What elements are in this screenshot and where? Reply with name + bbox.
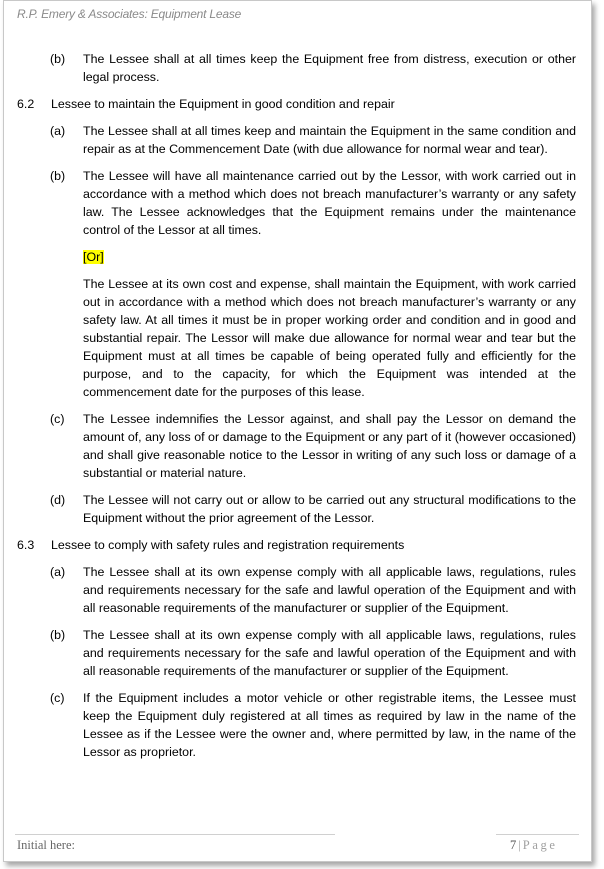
subclause-text: The Lessee will have all maintenance carried out by the Lessor, with work carried out in accordance with a method which does not breach manufacturer’s warranty or any safety law. The Lessee acknowledges that the Equipment remains under the maintenance control of the Lessor at all times. (83, 169, 576, 237)
document-body (4, 50, 593, 770)
subclause-label: (b) (50, 628, 66, 642)
or-marker-highlight: [Or] (83, 250, 104, 264)
subclause-label: (b) (50, 169, 66, 183)
clause-heading: Lessee to maintain the Equipment in good condition and repair (51, 97, 395, 111)
clause-6-3-heading (17, 536, 593, 554)
subclause-6-2-c (50, 410, 576, 482)
page-number-block (510, 838, 557, 853)
subclause-label: (a) (50, 124, 66, 138)
subclause-text: The Lessee shall at its own expense comply with all applicable laws, regulations, rules and requirements necessary for the safe and lawful operation of the Equipment and with all reasonable requirements of the manufacturer or supplier of the Equipment. (83, 565, 576, 615)
or-marker-line (83, 248, 593, 266)
subclause-label: (c) (50, 691, 65, 705)
subclause-text: The Lessee shall at all times keep and maintain the Equipment in the same condition and repair as at the Commencement Date (with due allowance for normal wear and tear). (83, 124, 576, 156)
clause-number: 6.3 (17, 538, 35, 552)
alternative-paragraph: The Lessee at its own cost and expense, shall maintain the Equipment, with work carried out in accordance with a method which does not breach manufacturer’s warranty or any safety law. At all times it must be in proper working order and condition and in good and substantial repair. The Lessor will make due allowance for normal wear and tear but the Equipment must at all times be capable of being operated fully and efficiently for the purpose, and to the capacity, for which the Equipment was intended at the commencement date for the purposes of this lease. (83, 277, 576, 399)
subclause-6-1-b (50, 50, 576, 86)
subclause-text: The Lessee indemnifies the Lessor against, and shall pay the Lessor on demand the amount of, any loss of or damage to the Equipment or any part of it (however occasioned) and shall give reasonable notice to the Lessor in writing of any such loss or damage of a substantial or material nature. (83, 412, 576, 480)
clause-number: 6.2 (17, 97, 35, 111)
footer-divider-right (496, 834, 579, 835)
page-word: Page (522, 838, 558, 852)
page-header: R.P. Emery & Associates: Equipment Lease (17, 7, 242, 21)
document-page (3, 0, 592, 862)
subclause-text: If the Equipment includes a motor vehicle or other registrable items, the Lessee must keep the Equipment duly registered at all times as required by law in the name of the Lessee as if the Lessee were the owner and, where permitted by law, in the name of the Lessor as proprietor. (83, 691, 576, 759)
subclause-6-3-c (50, 689, 576, 761)
subclause-6-2-b (50, 167, 576, 239)
subclause-label: (a) (50, 565, 66, 579)
subclause-label: (b) (50, 52, 66, 66)
subclause-6-3-a (50, 563, 576, 617)
subclause-6-3-b (50, 626, 576, 680)
page-separator: | (518, 838, 521, 852)
subclause-6-2-d (50, 491, 576, 527)
subclause-text: The Lessee will not carry out or allow to be carried out any structural modifications to the Equipment without the prior agreement of the Lessor. (83, 493, 576, 525)
subclause-text: The Lessee shall at all times keep the Equipment free from distress, execution or other legal process. (83, 52, 576, 84)
subclause-label: (c) (50, 412, 65, 426)
initial-here-label: Initial here: (17, 838, 75, 852)
footer-divider-left (15, 834, 335, 835)
page-number: 7 (510, 838, 517, 852)
clause-heading: Lessee to comply with safety rules and registration requirements (51, 538, 405, 552)
subclause-text: The Lessee shall at its own expense comply with all applicable laws, regulations, rules and requirements necessary for the safe and lawful operation of the Equipment and with all reasonable requirements of the manufacturer or supplier of the Equipment. (83, 628, 576, 678)
subclause-label: (d) (50, 493, 66, 507)
clause-6-2-heading (17, 95, 593, 113)
subclause-6-2-a (50, 122, 576, 158)
